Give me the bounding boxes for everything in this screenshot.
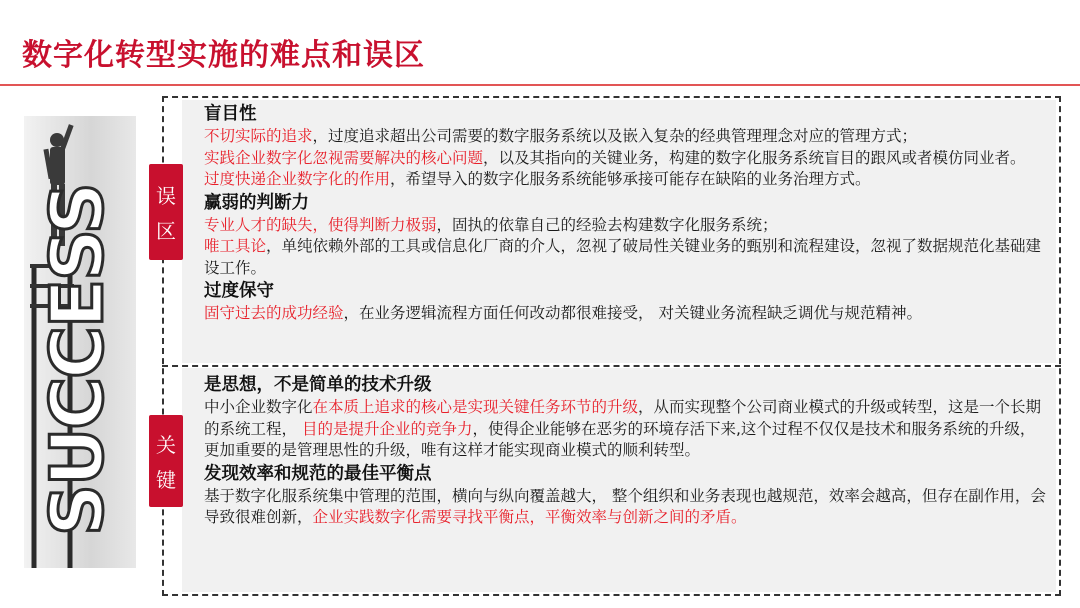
blindness-point-3 xyxy=(204,169,1048,191)
balance-text: 基于数字化服系统集中管理的范围，横向与纵向覆盖越大， 整个组织和业务表现也越规范，效率会越高，但存在副作用，会导致很难创新， xyxy=(204,486,1046,526)
key-tag xyxy=(149,415,183,507)
success-word: SUCCESS xyxy=(35,184,119,536)
weak-judgment-heading: 赢弱的判断力 xyxy=(204,192,309,213)
conservative-point-1-text: ，在业务逻辑流程方面任何改动都很难接受， 对关键业务流程缺乏调优与规范精神。 xyxy=(343,304,922,322)
balance-paragraph xyxy=(204,486,1048,529)
blindness-point-3-highlight: 过度快递企业数字化的作用 xyxy=(204,170,391,188)
blindness-point-1-text: ，过度追求超出公司需要的数字服务系统以及嵌入复杂的经典管理理念对应的管理方式； xyxy=(312,127,918,145)
weak-judgment-point-2 xyxy=(204,236,1048,279)
mistake-tag-char-2: 区 xyxy=(156,219,176,243)
thinking-highlight-1: 在本质上追求的核心是实现关键任务环节的升级 xyxy=(312,398,639,416)
blindness-heading: 盲目性 xyxy=(204,104,257,124)
mistake-tag-char-1: 误 xyxy=(156,184,176,208)
success-ladder-illustration xyxy=(24,116,136,568)
balance-highlight: 企业实践数字化需要寻找平衡点，平衡效率与创新之间的矛盾。 xyxy=(312,508,747,526)
mistakes-text xyxy=(204,102,1048,325)
blindness-point-2-text: ，以及其指向的关键业务，构建的数字化服务系统盲目的跟风或者模仿同业者。 xyxy=(483,148,1026,167)
title-divider xyxy=(0,84,1080,86)
thinking-text-3: ，使得企业能够在恶劣的环境存活下来,这个过程不仅仅是技术和服务系统的升级， 更加重要的是管理思性的升级，唯有这样才能实现商业模式的顺利转型。 xyxy=(204,419,1036,459)
blindness-point-2-highlight: 实践企业数字化忽视需要解决的核心问题 xyxy=(204,148,484,167)
conservative-point-1 xyxy=(204,303,1048,325)
balance-heading: 发现效率和规范的最佳平衡点 xyxy=(204,463,432,484)
blindness-point-3-text: ，希望导入的数字化服务系统能够承接可能存在缺陷的业务治理方式。 xyxy=(390,170,871,188)
dashed-divider xyxy=(162,365,1061,367)
weak-judgment-point-2-text: ，单纯依赖外部的工具或信息化厂商的介人，忽视了破局性关键业务的甄别和流程建设，忽视了数据规范化基础建设工作。 xyxy=(204,237,1042,277)
thinking-highlight-2: 目的是提升企业的竞争力 xyxy=(301,419,473,438)
thinking-paragraph xyxy=(204,397,1048,462)
page-title: 数字化转型实施的难点和误区 xyxy=(22,38,425,73)
thinking-heading: 是思想，不是简单的技术升级 xyxy=(204,375,432,395)
blindness-point-1 xyxy=(204,126,1048,148)
conservative-point-1-highlight: 固守过去的成功经验 xyxy=(204,304,344,322)
mistake-tag xyxy=(149,164,183,260)
key-tag-char-1: 关 xyxy=(156,433,176,457)
weak-judgment-point-1-text: ，固执的依靠自己的经验去构建数字化服务系统； xyxy=(436,215,778,234)
weak-judgment-point-1 xyxy=(204,215,1048,237)
thinking-text-2: ，从而实现整个公司商业模式的升级或转型，这是一个长期的系统工程， xyxy=(204,398,1042,438)
thinking-text-1: 中小企业数字化 xyxy=(204,398,313,416)
keys-text xyxy=(204,373,1048,529)
blindness-point-1-highlight: 不切实际的追求 xyxy=(204,127,313,145)
weak-judgment-point-1-highlight: 专业人才的缺失，使得判断力极弱 xyxy=(204,215,437,234)
conservative-heading: 过度保守 xyxy=(204,281,274,301)
weak-judgment-point-2-highlight: 唯工具论 xyxy=(204,237,267,255)
key-tag-char-2: 键 xyxy=(156,468,176,492)
blindness-point-2 xyxy=(204,148,1048,170)
